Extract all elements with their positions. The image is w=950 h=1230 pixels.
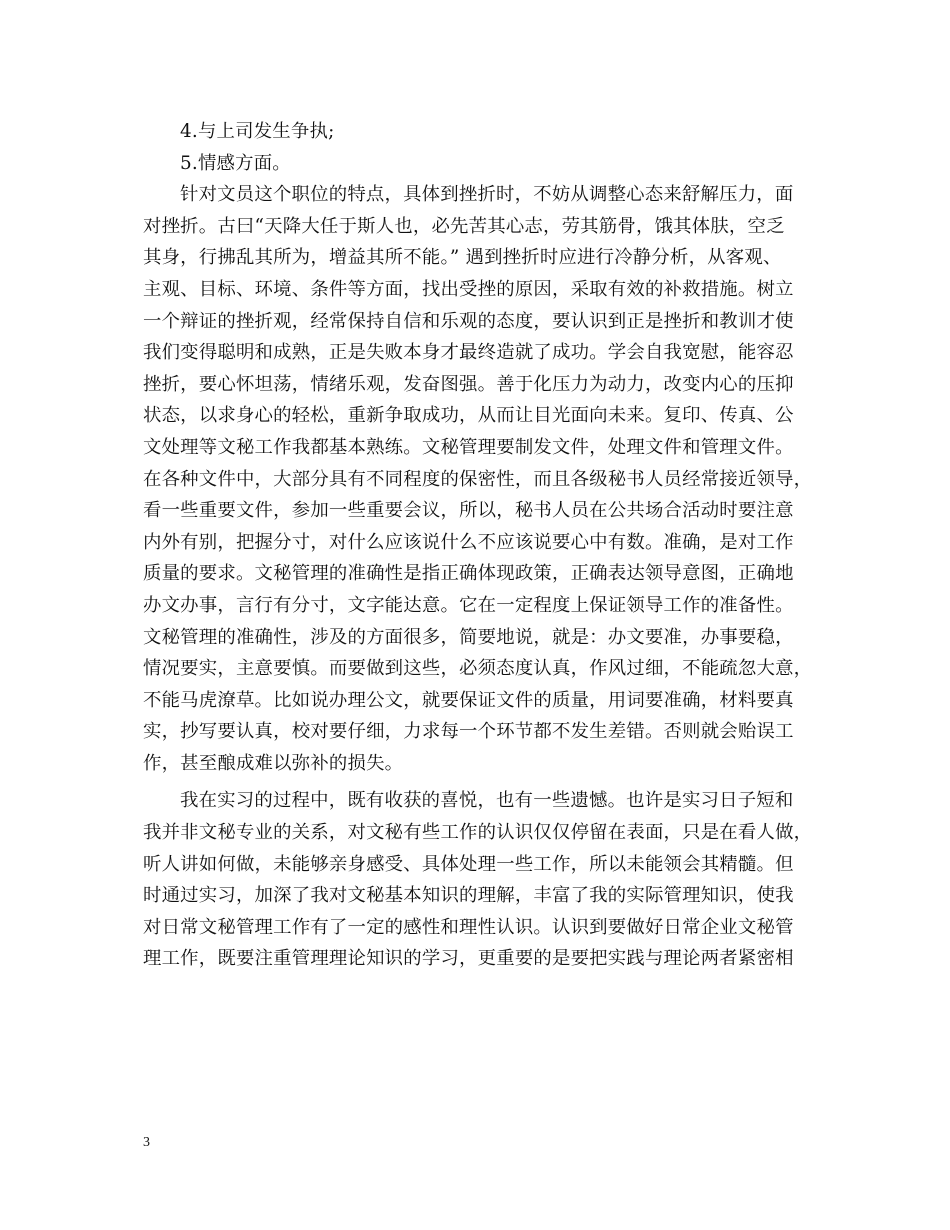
- paragraph-1-line-10: 在各种文件中，大部分具有不同程度的保密性，而且各级秘书人员经常接近领导，: [143, 468, 813, 490]
- paragraph-2-line-2: 我并非文秘专业的关系，对文秘有些工作的认识仅仅停留在表面，只是在看人做，: [143, 822, 813, 844]
- paragraph-1-line-9: 文处理等文秘工作我都基本熟练。文秘管理要制发文件，处理文件和管理文件。: [143, 436, 794, 458]
- paragraph-1-line-4: 主观、目标、环境、条件等方面，找出受挫的原因，采取有效的补救措施。树立: [143, 278, 794, 300]
- paragraph-1-line-13: 质量的要求。文秘管理的准确性是指正确体现政策，正确表达领导意图，正确地: [143, 563, 794, 585]
- paragraph-1-line-2: 对挫折。古曰“天降大任于斯人也，必先苦其心志，劳其筋骨，饿其体肤，空乏: [143, 215, 785, 237]
- document-body: [143, 116, 811, 975]
- paragraph-2-line-6: 理工作，既要注重管理理论知识的学习，更重要的是要把实践与理论两者紧密相: [143, 948, 794, 970]
- paragraph-1-line-7: 挫折，要心怀坦荡，情绪乐观，发奋图强。善于化压力为动力，改变内心的压抑: [143, 373, 794, 395]
- paragraph-1-line-1: 针对文员这个职位的特点，具体到挫折时，不妨从调整心态来舒解压力，面: [180, 184, 794, 206]
- paragraph-2-line-5: 对日常文秘管理工作有了一定的感性和理性认识。认识到要做好日常企业文秘管: [143, 916, 794, 938]
- paragraph-1-line-12: 内外有别，把握分寸，对什么应该说什么不应该说要心中有数。准确，是对工作: [143, 531, 794, 553]
- paragraph-2-line-3: 听人讲如何做，未能够亲身感受、具体处理一些工作，所以未能领会其精髓。但: [143, 853, 794, 875]
- paragraph-1-line-5: 一个辩证的挫折观，经常保持自信和乐观的态度，要认识到正是挫折和教训才使: [143, 310, 794, 332]
- list-item-4: 4.与上司发生争执;: [180, 121, 335, 142]
- paragraph-1-line-14: 办文办事，言行有分寸，文字能达意。它在一定程度上保证领导工作的准备性。: [143, 594, 794, 616]
- paragraph-1-line-17: 不能马虎潦草。比如说办理公文，就要保证文件的质量，用词要准确，材料要真: [143, 689, 794, 711]
- paragraph-1-line-15: 文秘管理的准确性，涉及的方面很多，简要地说，就是：办文要准，办事要稳，: [143, 626, 794, 648]
- paragraph-1-line-16: 情况要实，主意要慎。而要做到这些，必须态度认真，作风过细，不能疏忽大意，: [143, 658, 813, 680]
- paragraph-1-line-8: 状态，以求身心的轻松，重新争取成功，从而让目光面向未来。复印、传真、公: [143, 405, 794, 427]
- page-number: 3: [143, 1135, 150, 1150]
- paragraph-1-line-3: 其身，行拂乱其所为，增益其所不能。” 遇到挫折时应进行冷静分析，从客观、: [143, 247, 782, 269]
- list-item-5: 5.情感方面。: [180, 152, 291, 174]
- paragraph-2-line-4: 时通过实习，加深了我对文秘基本知识的理解，丰富了我的实际管理知识，使我: [143, 885, 794, 907]
- paragraph-1-line-18: 实，抄写要认真，校对要仔细，力求每一个环节都不发生差错。否则就会贻误工: [143, 721, 794, 743]
- paragraph-1-line-11: 看一些重要文件，参加一些重要会议，所以，秘书人员在公共场合活动时要注意: [143, 500, 794, 522]
- paragraph-1-line-6: 我们变得聪明和成熟，正是失败本身才最终造就了成功。学会自我宽慰，能容忍: [143, 342, 794, 364]
- paragraph-2-line-1: 我在实习的过程中，既有收获的喜悦，也有一些遗憾。也许是实习日子短和: [180, 790, 794, 812]
- paragraph-1-line-19: 作，甚至酿成难以弥补的损失。: [143, 752, 404, 774]
